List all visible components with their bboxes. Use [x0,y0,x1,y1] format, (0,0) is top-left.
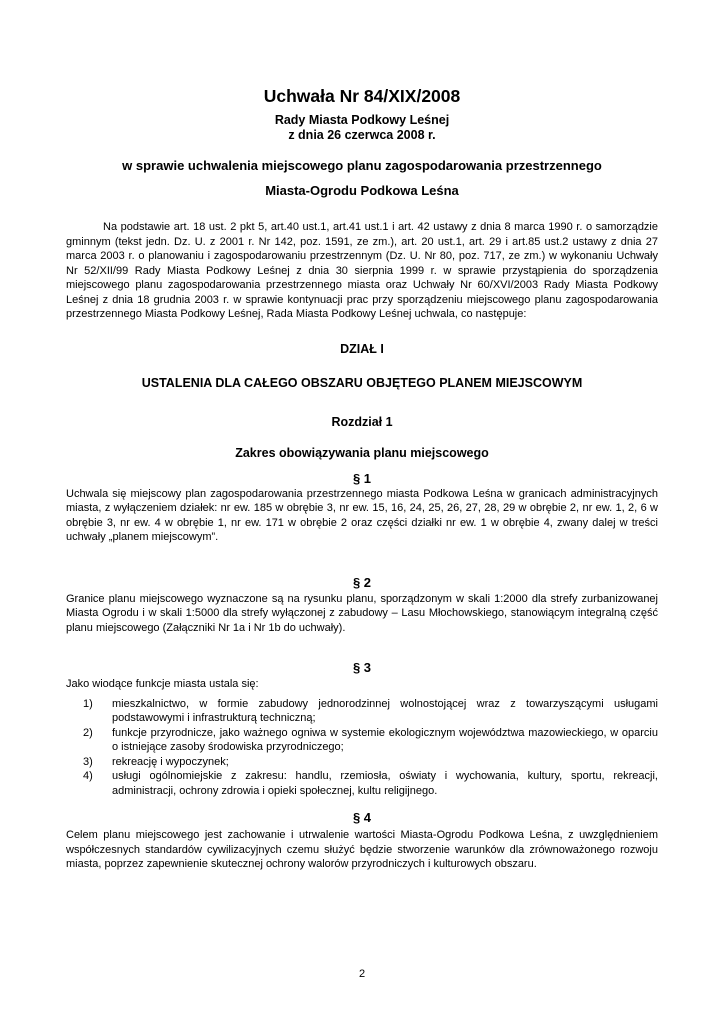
section-1-label: § 1 [352,470,372,486]
section-2-text: Granice planu miejscowego wyznaczone są na rysunku planu, sporządzonym w skali 1:2000 dla strefy zurbanizowanej Miasta Ogrodu i w skali 1:5000 dla strefy wyłączonej z zabudowy – Lasu Młochowskiego, stanowiącym integralną część planu miejscowego (Załączniki Nr 1a i Nr 1b do uchwały). [66,592,658,634]
list-item-text: usługi ogólnomiejskie z zakresu: handlu, rzemiosła, oświaty i wychowania, kultury, sportu, rekreacji, administracji, ochrony zdrowia i opieki społecznej, kultu religijnego. [112,770,658,797]
subject-line-1: w sprawie uchwalenia miejscowego planu zagospodarowania przestrzennego [122,158,602,173]
list-item [66,726,658,755]
section-3-intro: Jako wiodące funkcje miasta ustala się: [66,678,259,690]
rozdzial-title: Zakres obowiązywania planu miejscowego [235,445,489,460]
subject-line-2: Miasta-Ogrodu Podkowa Leśna [265,183,459,198]
list-item-text: funkcje przyrodnicze, jako ważnego ogniwa w systemie ekologicznym województwa mazowieckiego, w oparciu o istniejące zasoby środowiska przyrodniczego; [112,726,658,753]
list-item-number: 1) [83,697,93,710]
dzial-title: USTALENIA DLA CAŁEGO OBSZARU OBJĘTEGO PLANEM MIEJSCOWYM [141,375,583,390]
list-item [66,697,658,726]
list-item [66,755,658,770]
section-2-label: § 2 [352,574,372,590]
list-item-number: 2) [83,726,93,739]
section-4-label: § 4 [352,810,372,825]
rozdzial-label: Rozdział 1 [331,414,393,429]
issuing-body: Rady Miasta Podkowy Leśnej [274,113,450,127]
section-3-list [66,697,658,799]
document-title: Uchwała Nr 84/XIX/2008 [263,86,461,106]
document-date: z dnia 26 czerwca 2008 r. [288,128,436,142]
list-item-number: 4) [83,770,93,782]
page-number: 2 [358,968,366,980]
list-item-text: mieszkalnictwo, w formie zabudowy jednorodzinnej wolnostojącej wraz z towarzyszącymi usługami podstawowymi i infrastrukturą techniczną; [112,697,658,724]
section-1-text: Uchwala się miejscowy plan zagospodarowania przestrzennego miasta Podkowa Leśna w granicach administracyjnych miasta, z wyłączeniem działek: nr ew. 185 w obrębie 3, nr ew. 15, 16, 24, 25, 26, 27, 28, 29 w obrębie 2, nr ew. 1, 2, 6 w obrębie 3, nr ew. 4 w obrębie 1, nr ew. 171 w obrębie 2 oraz części działki nr ew. 1 w obrębie 4, zwany dalej w treści uchwały „planem miejscowym”. [66,487,658,543]
preamble-paragraph: Na podstawie art. 18 ust. 2 pkt 5, art.40 ust.1, art.41 ust.1 i art. 42 ustawy z dnia 8 marca 1990 r. o samorządzie gminnym (tekst jedn. Dz. U. z 2001 r. Nr 142, poz. 1591, ze zm.), art. 20 ust.1, art. 29 i art.85 ust.2 ustawy z dnia 27 marca 2003 r. o planowaniu i zagospodarowaniu przestrzennym (Dz. U. Nr 80, poz. 717, ze zm.) w wykonaniu Uchwały Nr 52/XII/99 Rady Miasta Podkowy Leśnej z dnia 30 sierpnia 1999 r. w sprawie przystąpienia do sporządzenia miejscowego planu zagospodarowania przestrzennego miasta oraz Uchwały Nr 60/XVI/2003 Rady Miasta Podkowy Leśnej z dnia 18 grudnia 2003 r. w sprawie kontynuacji prac przy sporządzeniu miejscowego planu zagospodarowania przestrzennego Miasta Podkowy Leśnej, Rada Miasta Podkowy Leśnej uchwala, co następuje: [66,221,658,320]
dzial-label: DZIAŁ I [340,341,384,356]
section-4-text: Celem planu miejscowego jest zachowanie i utrwalenie wartości Miasta-Ogrodu Podkowa Leśna, z uwzględnieniem współczesnych standardów cywilizacyjnych czemu służyć będzie stworzenie warunków dla zrównoważonego rozwoju miasta, poprzez zapewnienie skutecznej ochrony walorów przyrodniczych i kulturowych obszaru. [66,829,658,870]
section-3-label: § 3 [352,660,372,675]
list-item-text: rekreację i wypoczynek; [112,755,229,768]
list-item-number: 3) [83,755,93,768]
list-item [66,769,658,798]
